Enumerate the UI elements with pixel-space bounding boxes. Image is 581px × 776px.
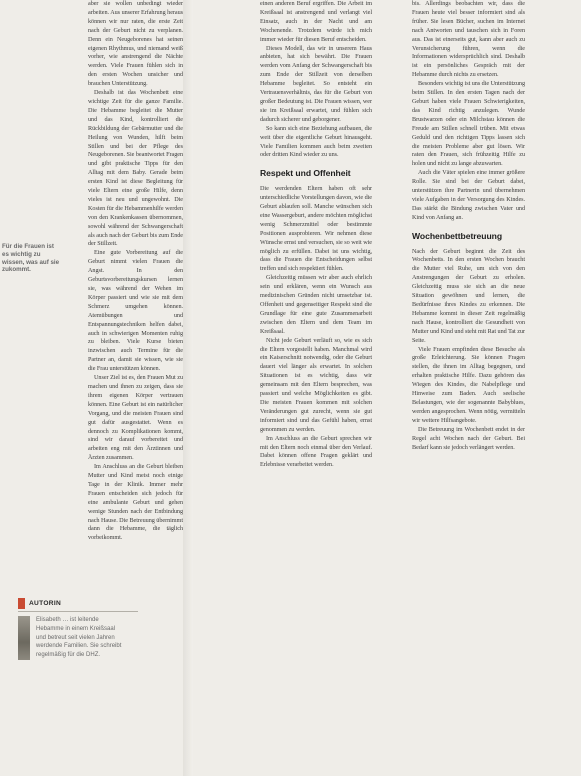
text-column-3 xyxy=(412,0,525,776)
paragraph: aber sie wollen unbedingt wieder arbeiten. Aus unserer Erfahrung heraus können wir nur raten, die erste Zeit nach der Geburt nicht zu verplanen. Denn ein Neugeborenes hat seinen eigenen Rhythmus, und niemand weiß vorher, wie anstrengend die Nächte werden. Viele Frauen fühlen sich in den ersten Wochen unsicher und brauchen Unterstützung. xyxy=(88,0,183,88)
paragraph: Deshalb ist das Wochenbett eine wichtige Zeit für die ganze Familie. Die Hebamme begleitet die Mutter und das Kind, kontrolliert die Rückbildung der Gebärmutter und die Heilung von Wunden, hilft beim Stillen und bei der Pflege des Neugeborenen. Sie beantwortet Fragen und gibt praktische Tipps für den Alltag mit dem Baby. Gerade beim ersten Kind ist diese Begleitung für viele Eltern eine große Hilfe, denn vieles ist neu und ungewohnt. Die Kosten für die Hebammenhilfe werden von den Krankenkassen übernommen, sowohl während der Schwangerschaft als auch nach der Geburt bis zum Ende der Stillzeit. xyxy=(88,89,183,248)
paragraph: So kann sich eine Beziehung aufbauen, die weit über die eigentliche Geburt hinausgeht. Viele Familien kommen auch beim zweiten oder dritten Kind wieder zu uns. xyxy=(260,124,372,159)
accent-marker xyxy=(18,598,25,609)
paragraph: Besonders wichtig ist uns die Unterstützung beim Stillen. In den ersten Tagen nach der Geburt haben viele Frauen Schwierigkeiten, das Kind richtig anzulegen. Wunde Brustwarzen oder ein Milchstau können die Freude am Stillen schnell trüben. Mit etwas Geduld und den richtigen Tipps lassen sich die meisten Probleme aber gut lösen. Wir raten den Frauen, sich frühzeitig Hilfe zu holen und nicht zu lange abzuwarten. xyxy=(412,80,525,168)
paragraph: Im Anschluss an die Geburt bleiben Mutter und Kind meist noch einige Tage in der Klinik. Immer mehr Frauen entscheiden sich jedoch für eine ambulante Geburt und gehen wenige Stunden nach der Entbindung nach Hause. Die Betreuung übernimmt dann die Hebamme, die täglich vorbeikommt. xyxy=(88,463,183,542)
author-photo xyxy=(18,616,30,660)
section-heading: Wochenbettbetreuung xyxy=(412,230,503,241)
text-column-2 xyxy=(260,0,372,776)
author-box xyxy=(18,598,138,770)
paragraph: bis. Allerdings beobachten wir, dass die Frauen heute viel besser informiert sind als früher. Sie lesen Bücher, suchen im Internet nach Antworten und tauschen sich in Foren aus. Das ist einerseits gut, kann aber auch zu Verunsicherung führen, wenn die Informationen widersprüchlich sind. Deshalb ist ein persönliches Gespräch mit der Hebamme durch nichts zu ersetzen. xyxy=(412,0,525,79)
image-edge xyxy=(183,0,193,776)
paragraph: Nach der Geburt beginnt die Zeit des Wochenbetts. In den ersten Wochen braucht die Mutter viel Ruhe, um sich von den Anstrengungen der Geburt zu erholen. Gleichzeitig muss sie sich an die neue Situation gewöhnen und lernen, die Bedürfnisse ihres Kindes zu erkennen. Die Hebamme kommt in dieser Zeit regelmäßig nach Hause, kontrolliert die Gesundheit von Mutter und Kind und steht mit Rat und Tat zur Seite. xyxy=(412,247,525,344)
paragraph: Auch die Väter spielen eine immer größere Rolle. Sie sind bei der Geburt dabei, unterstützen ihre Partnerin und übernehmen viele Aufgaben in der Versorgung des Kindes. Das stärkt die Bindung zwischen Vater und Kind von Anfang an. xyxy=(412,169,525,221)
paragraph: Dieses Modell, das wir in unserem Haus anbieten, hat sich bewährt. Die Frauen werden vom Anfang der Schwangerschaft bis zum Ende der Stillzeit von derselben Hebamme begleitet. So entsteht ein Vertrauensverhältnis, das für die Geburt von großer Bedeutung ist. Die Frauen wissen, wer sie im Kreißsaal erwartet, und fühlen sich dadurch sicherer und geborgener. xyxy=(260,44,372,123)
author-header xyxy=(18,598,138,609)
divider xyxy=(18,611,138,612)
paragraph: Die Betreuung im Wochenbett endet in der Regel acht Wochen nach der Geburt. Bei Bedarf kann sie jedoch verlängert werden. xyxy=(412,425,525,451)
section-heading: Respekt und Offenheit xyxy=(260,168,351,179)
author-bio: Elisabeth … ist leitende Hebamme in einem Kreißsaal und betreut seit vielen Jahren werdende Familien. Sie schreibt regelmäßig für die DHZ. xyxy=(36,617,122,659)
paragraph: Die werdenden Eltern haben oft sehr unterschiedliche Vorstellungen davon, wie die Geburt ablaufen soll. Manche wünschen sich eine Wassergeburt, andere möchten möglichst wenig Schmerzmittel oder bestimmte Positionen ausprobieren. Wir nehmen diese Wünsche ernst und versuchen, sie so weit wie möglich zu erfüllen. Dabei ist uns wichtig, dass die Frauen die Entscheidungen selbst treffen und sich respektiert fühlen. xyxy=(260,185,372,273)
paragraph: einen anderen Beruf ergriffen. Die Arbeit im Kreißsaal ist anstrengend und verlangt viel Einsatz, auch in der Nacht und am Wochenende. Trotzdem würde ich mich immer wieder für diesen Beruf entscheiden. xyxy=(260,0,372,43)
pull-quote: Für die Frauen ist es wichtig zu wissen, was auf sie zukommt. xyxy=(2,243,60,274)
author-label: AUTORIN xyxy=(29,600,62,607)
paragraph: Viele Frauen empfinden diese Besuche als große Erleichterung. Sie können Fragen stellen, die ihnen im Alltag begegnen, und erhalten praktische Hilfe. Dazu gehören das Wiegen des Kindes, die Nabelpflege und Hinweise zum Baden. Auch seelische Belastungen, wie der sogenannte Babyblues, werden angesprochen. Wenn nötig, vermitteln wir weitere Hilfsangebote. xyxy=(412,345,525,424)
paragraph: Eine gute Vorbereitung auf die Geburt nimmt vielen Frauen die Angst. In den Geburtsvorbereitungskursen lernen sie, was während der Wehen im Körper passiert und wie sie mit dem Schmerz umgehen können. Atemübungen und Entspannungstechniken helfen dabei, auch in schwierigen Momenten ruhig zu bleiben. Viele Kurse bieten inzwischen auch Termine für die Partner an, damit sie wissen, wie sie die Frau unterstützen können. xyxy=(88,249,183,373)
paragraph: Gleichzeitig müssen wir aber auch ehrlich sein und erklären, wenn ein Wunsch aus medizinischen Gründen nicht umsetzbar ist. Offenheit und gegenseitiger Respekt sind die Grundlage für eine gute Zusammenarbeit zwischen den Eltern und dem Team im Kreißsaal. xyxy=(260,274,372,335)
author-body xyxy=(18,616,138,660)
paragraph: Im Anschluss an die Geburt sprechen wir mit den Eltern noch einmal über den Verlauf. Dabei können offene Fragen geklärt und Erlebnisse verarbeitet werden. xyxy=(260,434,372,469)
paragraph: Nicht jede Geburt verläuft so, wie es sich die Eltern vorgestellt haben. Manchmal wird ein Kaiserschnitt notwendig, oder die Geburt dauert viel länger als erwartet. In solchen Situationen ist es wichtig, dass wir gemeinsam mit den Eltern besprechen, was passiert und welche Möglichkeiten es gibt. Die meisten Frauen kommen mit solchen Veränderungen gut zurecht, wenn sie gut informiert sind und das Gefühl haben, ernst genommen zu werden. xyxy=(260,336,372,433)
paragraph: Unser Ziel ist es, den Frauen Mut zu machen und ihnen zu zeigen, dass sie ihrem eigenen Körper vertrauen können. Eine Geburt ist ein natürlicher Vorgang, und die meisten Frauen sind gut dafür ausgestattet. Wenn es dennoch zu Komplikationen kommt, sind wir darauf vorbereitet und arbeiten eng mit den Ärztinnen und Ärzten zusammen. xyxy=(88,374,183,462)
